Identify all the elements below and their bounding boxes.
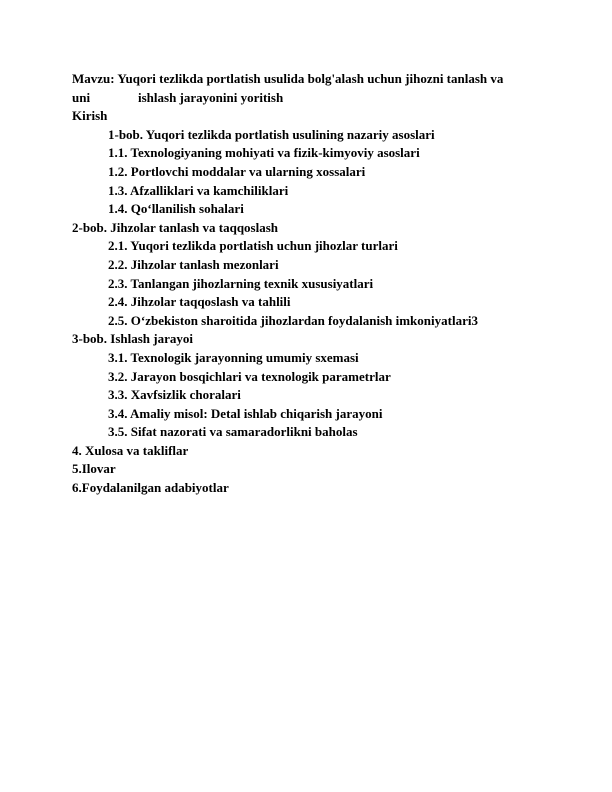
toc-item-2-3: 2.3. Tanlangan jihozlarning texnik xususiyatlari (108, 275, 374, 291)
topic-title-line-2 (72, 89, 552, 108)
toc-item-2-4: 2.4. Jihzolar taqqoslash va tahlili (108, 294, 291, 310)
toc-item-1-1: 1.1. Texnologiyaning mohiyati va fizik-kimyoviy asoslari (108, 145, 420, 161)
topic-title-rest: ishlash jarayonini yoritish (138, 89, 284, 105)
toc-intro: Kirish (72, 108, 108, 124)
toc-chapter-2-heading: 2-bob. Jihzolar tanlash va taqqoslash (72, 219, 279, 235)
toc-references: 6.Foydalanilgan adabiyotlar (72, 480, 229, 496)
toc-item-1-4: 1.4. Qo‘llanilish sohalari (108, 201, 244, 217)
topic-title-word: uni (72, 89, 91, 105)
topic-title-line-1: Mavzu: Yuqori tezlikda portlatish usulida bolg'alash uchun jihozni tanlash va (72, 71, 504, 86)
toc-item-2-5: 2.5. O‘zbekiston sharoitida jihozlardan foydalanish imkoniyatlari3 (108, 312, 478, 328)
toc-conclusion: 4. Xulosa va takliflar (72, 442, 189, 458)
toc-item-1-2: 1.2. Portlovchi moddalar va ularning xossalari (108, 163, 366, 179)
toc-item-3-3: 3.3. Xavfsizlik choralari (108, 387, 241, 403)
toc-appendix: 5.Ilovar (72, 461, 116, 477)
document-page (72, 70, 552, 498)
toc-item-3-2: 3.2. Jarayon bosqichlari va texnologik parametrlar (108, 368, 391, 384)
toc-item-3-4: 3.4. Amaliy misol: Detal ishlab chiqarish jarayoni (108, 405, 383, 421)
toc-item-2-1: 2.1. Yuqori tezlikda portlatish uchun jihozlar turlari (108, 238, 398, 254)
toc-chapter-1-heading: 1-bob. Yuqori tezlikda portlatish usulining nazariy asoslari (108, 126, 435, 142)
toc-item-1-3: 1.3. Afzalliklari va kamchiliklari (108, 182, 289, 198)
toc-item-3-5: 3.5. Sifat nazorati va samaradorlikni baholas (108, 424, 358, 440)
toc-chapter-3-heading: 3-bob. Ishlash jarayoi (72, 331, 193, 347)
toc-item-3-1: 3.1. Texnologik jarayonning umumiy sxemasi (108, 349, 359, 365)
toc-item-2-2: 2.2. Jihzolar tanlash mezonlari (108, 256, 279, 272)
